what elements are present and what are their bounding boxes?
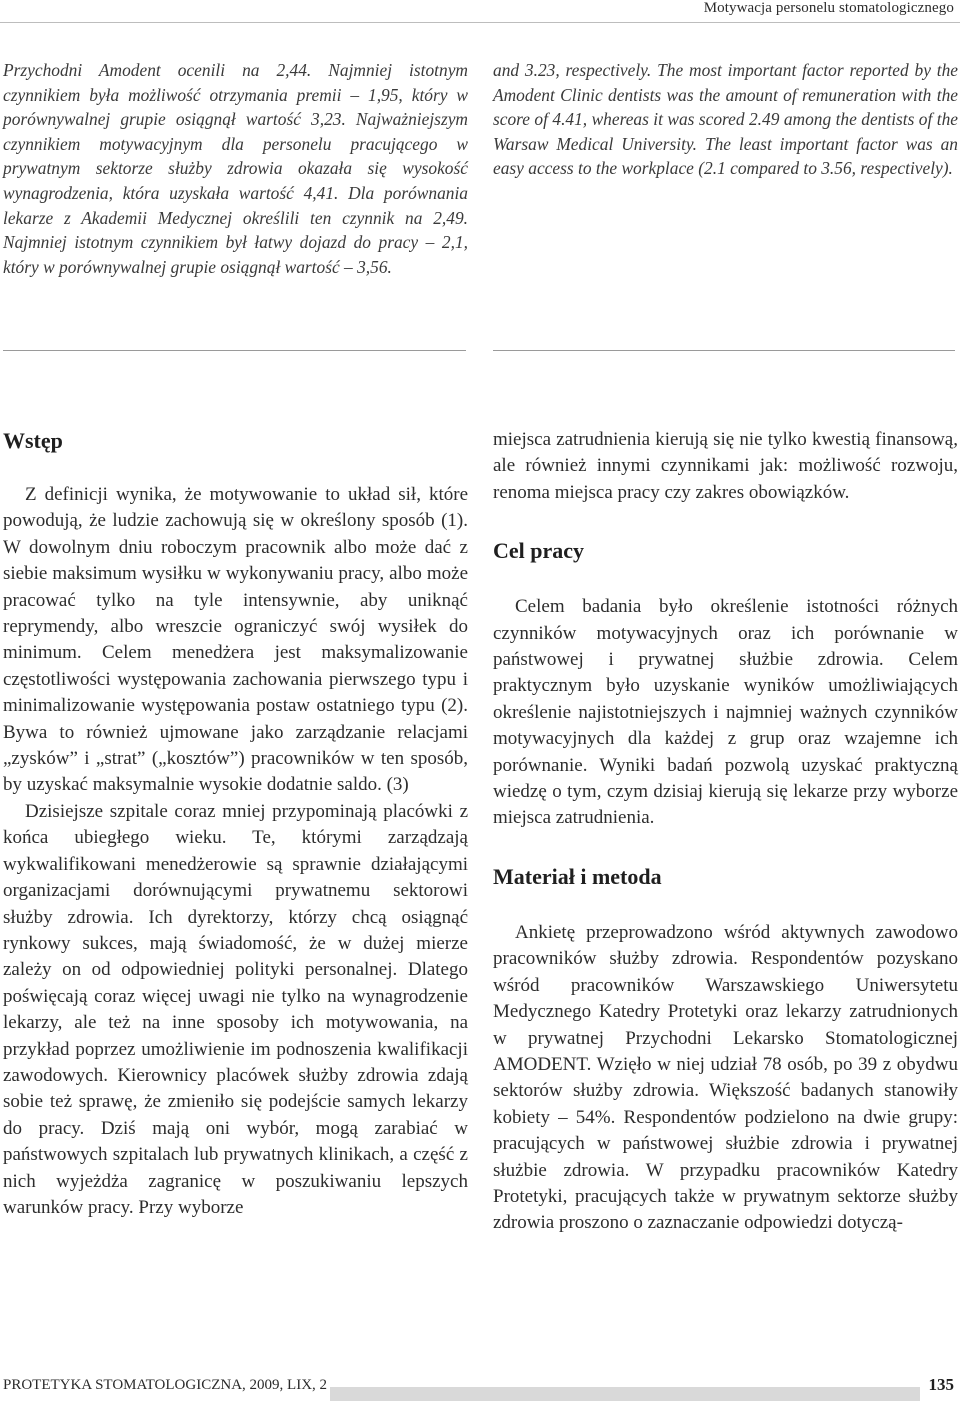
- right-column: [493, 427, 958, 1237]
- paragraph-wstep-1: Z definicji wynika, że motywowanie to układ sił, które powodują, że ludzie zachowują się w określony sposób (1). W dowolnym dniu roboczym pracownik albo może dać z siebie maksimum wysiłku w wykonywaniu pracy, albo może pracować tylko na tyle intensywnie, aby uniknąć reprymendy, albo wreszcie ograniczyć swój wysiłek do minimum. Celem menedżera jest maksymalizowanie częstotliwości występowania zachowania pierwszego typu i minimalizowanie występowania postaw ostatniego typu (2). Bywa to również ujmowane jako zarządzanie relacjami „zysków” i „strat” („kosztów”) pracowników w ten sposób, by uzyskać maksymalnie wysokie dodatnie saldo. (3): [3, 484, 468, 796]
- running-head: Motywacja personelu stomatologicznego: [703, 0, 954, 16]
- abstract-polish-text: Przychodni Amodent ocenili na 2,44. Najmniej istotnym czynnikiem była możliwość otrzymania premii – 1,95, który w porównywalnej grupie osiągnął wartość 3,23. Najważniejszym czynnikiem motywacyjnym dla personelu pracującego w prywatnym sektorze służby zdrowia okazała się wysokość wynagrodzenia, która uzyskała wartość 4,41. Dla porównania lekarze z Akademii Medycznej określili ten czynnik na 2,49. Najmniej istotnym czynnikiem był łatwy dojazd do pracy – 2,1, który w porównywalnej grupie osiągnął wartość – 3,56.: [3, 60, 468, 277]
- page-number: 135: [928, 1375, 954, 1394]
- section-heading-material: Materiał i metoda: [493, 863, 662, 889]
- section-heading-wstep: Wstęp: [3, 428, 63, 453]
- paragraph-wstep-2: Dzisiejsze szpitale coraz mniej przypominają placówki z końca ubiegłego wieku. Te, którymi zarządzają wykwalifikowani menedżerowie są sprawnie działającymi organizacjami dorównującymi prywatnemu sektorowi służby zdrowia. Ich dyrektorzy, którzy chcą osiągnąć rynkowy sukces, mają świadomość, że w dużej mierze zależy on od odpowiedniej polityki personalnej. Dlatego poświęcają coraz więcej uwagi nie tylko na wynagrodzenie lekarzy, ale też na inne sposoby ich motywowania, na przykład poprzez umożliwienie im podnoszenia kwalifikacji zawodowych. Kierownicy placówek służby zdrowia zdają sobie też sprawę, że zmieniło się podejście samych lekarzy do pracy. Dziś mają oni wybór, mogą zarabiać w państwowych szpitalach lub prywatnych klinikach, a część z nich wyjeżdża zagranicę w poszukiwaniu lepszych warunków pracy. Przy wyborze: [3, 800, 468, 1218]
- abstract-english: [493, 58, 958, 181]
- separator-left: [3, 350, 466, 351]
- footer-journal: PROTETYKA STOMATOLOGICZNA, 2009, LIX, 2: [3, 1377, 328, 1393]
- paragraph-cel-1: Celem badania było określenie istotności różnych czynników motywacyjnych oraz ich porównanie w państwowej i prywatnej służbie zdrowia. Celem praktycznym było uzyskanie wyników umożliwiających określenie najistotniejszych i najmniej ważnych czynników motywacyjnych dla każdej z grup oraz wzajemne ich porównanie. Wyniki badań pozwolą uzyskać praktyczną wiedzę o tym, czym dzisiaj kierują się lekarze przy wyborze miejsca zatrudnienia.: [493, 596, 958, 829]
- paragraph-wstep-3: miejsca zatrudnienia kierują się nie tylko kwestią finansową, ale również innymi czynnikami jak: możliwość rozwoju, renoma miejsca pracy czy zakres obowiązków.: [493, 429, 958, 503]
- left-column: [3, 428, 468, 1221]
- section-heading-cel: Cel pracy: [493, 538, 585, 564]
- header-rule: [0, 22, 960, 23]
- separator-right: [493, 350, 955, 351]
- abstract-polish: [3, 58, 468, 279]
- paragraph-material-1: Ankietę przeprowadzono wśród aktywnych zawodowo pracowników służby zdrowia. Respondentów pozyskano wśród pracowników Warszawskiego Uniwersytetu Medycznego Katedry Protetyki oraz lekarzy zatrudnionych w prywatnej Przychodni Lekarsko Stomatologicznej AMODENT. Wzięło w niej udział 78 osób, po 39 z obydwu sektorów służby zdrowia. Większość badanych stanowiły kobiety – 54%. Respondentów podzielono na dwie grupy: pracujących w państwowej służbie zdrowia i prywatnej służbie zdrowia. W przypadku pracowników Katedry Protetyki, pracujących także w prywatnym sektorze służby zdrowia proszono o zaznaczanie odpowiedzi dotyczą-: [493, 921, 958, 1234]
- footer-rule: [330, 1387, 920, 1401]
- abstract-english-text: and 3.23, respectively. The most important factor reported by the Amodent Clinic dentists was the amount of remuneration with the score of 4.41, whereas it was scored 2.49 among the dentists of the Warsaw Medical University. The least important factor was an easy access to the workplace (2.1 compared to 3.56, respectively).: [493, 60, 958, 179]
